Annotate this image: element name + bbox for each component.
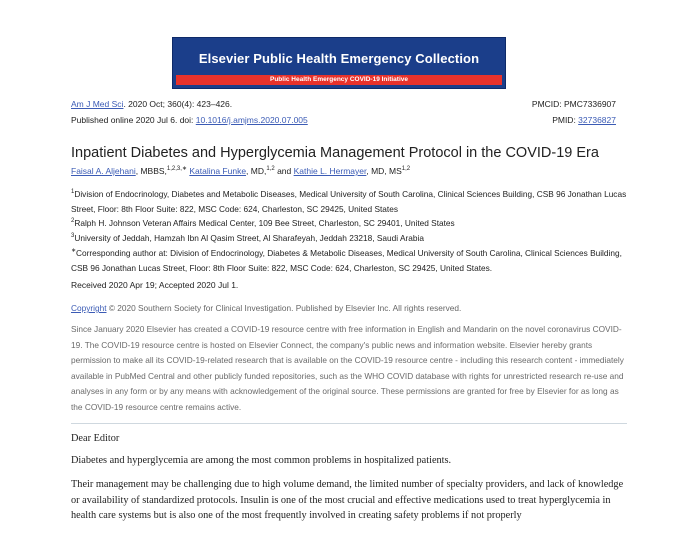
affiliation-number: 2 [71,218,75,225]
author-link[interactable]: Katalina Funke [189,166,247,176]
author-affiliation-marks: 1,2 [266,166,275,173]
banner-title: Elsevier Public Health Emergency Collection [198,51,480,66]
author-affiliation-marks: 1,2,3,∗ [166,166,187,173]
affiliation-text: Ralph H. Johnson Veteran Affairs Medical Center, 109 Bee Street, Charleston, SC 29401, United States [74,218,455,228]
citation-details: . 2020 Oct; 360(4): 423–426. [123,99,233,109]
published-line [71,115,308,125]
affiliation-number: 1 [71,189,75,196]
journal-link[interactable]: Am J Med Sci [71,99,124,109]
author-degrees: , MD, MS [366,166,402,176]
corresponding-mark: ∗ [71,248,77,255]
affiliation-text: University of Jeddah, Hamzah Ibn Al Qasim Street, Al Sharafeyah, Jeddah 23218, Saudi Arabia [74,233,424,243]
author-link[interactable]: Kathie L. Hermayer [293,166,367,176]
pmid-line [552,115,616,125]
section-divider [71,423,627,424]
body-paragraph: Diabetes and hyperglycemia are among the most common problems in hospitalized patients. [71,455,452,466]
received-dates: Received 2020 Apr 19; Accepted 2020 Jul 1. [71,280,239,290]
doi-link[interactable]: 10.1016/j.amjms.2020.07.005 [195,115,308,125]
affiliation-text: Division of Endocrinology, Diabetes and Metabolic Diseases, Medical University of South Carolina, Clinical Sciences Building, CSB 96 Jonathan Lucas Street, Floor: 8th Floor Suite: 822, MSC Code: 624, Charleston, SC 29425, United States [71,189,627,214]
author-affiliation-marks: 1,2 [401,166,411,173]
corresponding-author [71,246,631,276]
salutation: Dear Editor [71,433,120,444]
corresponding-text: Corresponding author at: Division of Endocrinology, Diabetes & Metabolic Diseases, Medical University of South Carolina, Clinical Sciences Building, CSB 96 Jonathan Lucas Street, Floor: 8th Floor Suite: 822, MSC Code: 624, Charleston, SC 29425, United States. [71,248,622,273]
published-prefix: Published online 2020 Jul 6. doi: [71,115,196,125]
author-list [71,166,410,176]
affiliation-number: 3 [71,233,75,240]
pmid-link[interactable]: 32736827 [578,115,616,125]
pmid-label: PMID: [552,115,579,125]
body-paragraph: Their management may be challenging due to high volume demand, the limited number of specialty providers, and lack of knowledge or availability of standardized protocols. Insulin is one of the most crucial and effective medications used to treat hyperglycemia in health care systems but is also one of the most frequently involved in creating safety problems if not properly [71,479,624,521]
collection-banner[interactable] [172,37,506,89]
pmcid: PMCID: PMC7336907 [531,99,616,109]
copyright-text: © 2020 Southern Society for Clinical Investigation. Published by Elsevier Inc. All rights reserved. [106,303,462,313]
banner-subtitle: Public Health Emergency COVID-19 Initiative [176,75,502,85]
author-separator: and [274,166,294,176]
author-degrees: , MBBS, [135,166,167,176]
affiliation [71,231,631,246]
affiliation [71,216,631,231]
author-link[interactable]: Faisal A. Aljehani [71,166,136,176]
citation-line [71,99,232,109]
covid-permission-notice: Since January 2020 Elsevier has created a COVID-19 resource centre with free information in English and Mandarin on the novel coronavirus COVID-19. The COVID-19 resource centre is hosted on Elsevier Connect, the company's public news and information website. Elsevier hereby grants permission to make all its COVID-19-related research that is available on the COVID-19 resource centre - including this research content - immediately available in PubMed Central and other publicly funded repositories, such as the WHO COVID database with rights for unrestricted research re-use and analyses in any form or by any means with acknowledgement of the original source. These permissions are granted for free by Elsevier for as long as the COVID-19 resource centre remains active. [71,324,624,412]
copyright-link[interactable]: Copyright [71,303,107,313]
author-degrees: , MD, [246,166,267,176]
affiliation [71,187,631,217]
article-title: Inpatient Diabetes and Hyperglycemia Management Protocol in the COVID-19 Era [71,145,599,161]
copyright-line [71,303,461,313]
